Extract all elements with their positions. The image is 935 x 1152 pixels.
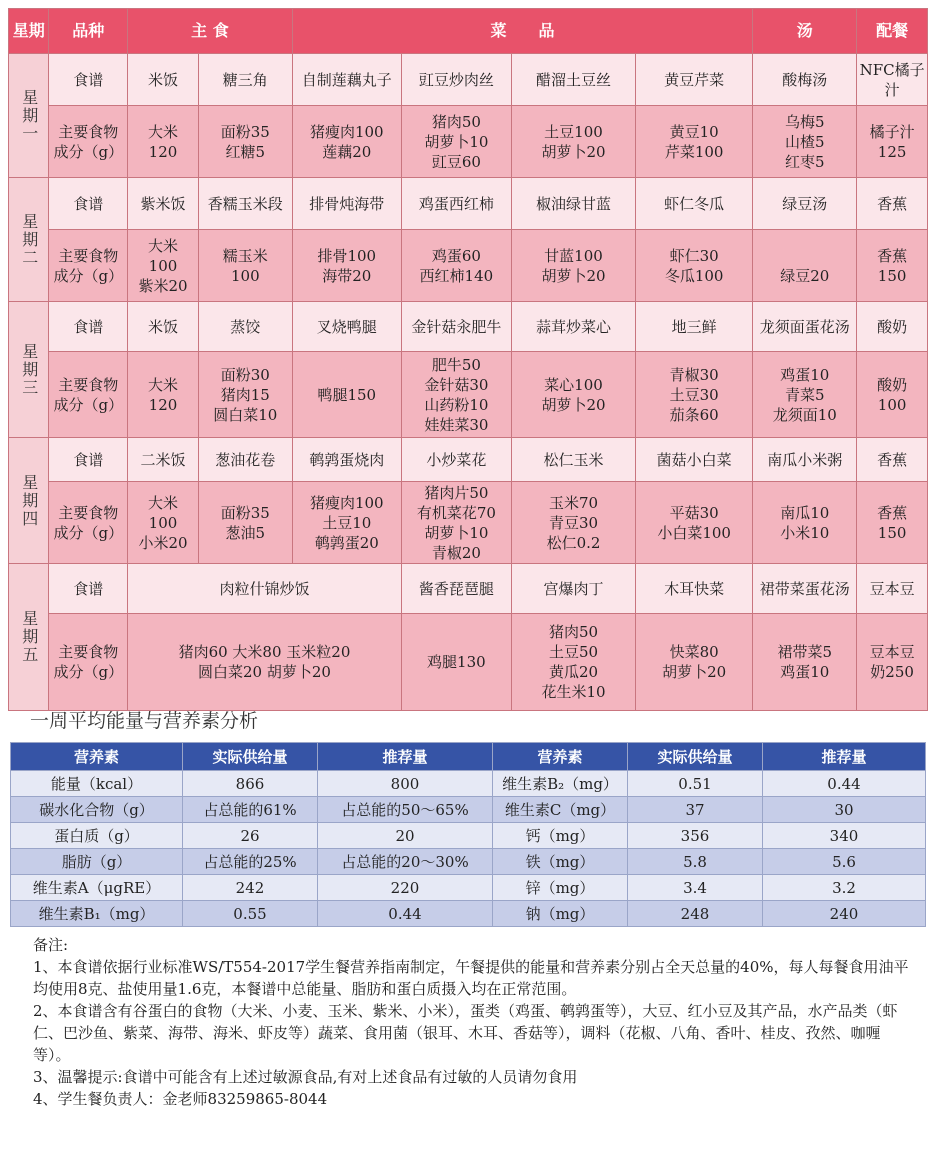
header-dishes: 菜 品 — [292, 9, 752, 54]
note-item: 1、本食谱依据行业标准WS/T554-2017学生餐营养指南制定，午餐提供的能量和营养素分别占全天总量的40%，每人每餐食用油平均使用8克、盐使用量1.6克，本餐谱中总能量、脂肪和蛋白质摄入均在正常范围。 — [33, 958, 909, 998]
ingredient-line: 猪肉60 大米80 玉米粒20 — [178, 643, 351, 661]
header-soup: 汤 — [753, 9, 857, 54]
ingredient-cell — [857, 614, 928, 711]
ingredient-line: 大米 — [147, 236, 178, 255]
ingredient-line: 胡萝卜10 — [424, 523, 489, 542]
ingredient-line: 面粉30 — [220, 365, 270, 384]
dish-name: 金针菇汆肥牛 — [401, 302, 511, 352]
notes-heading: 备注: — [33, 936, 69, 954]
day-name: 星期五 — [19, 610, 39, 664]
ingredient-line: 娃娃菜30 — [424, 415, 489, 434]
dish-name: 米饭 — [128, 302, 199, 352]
ingredient-cell — [198, 106, 292, 178]
ingredient-line: 肥牛50 — [431, 355, 481, 374]
nutrition-cell: 37 — [628, 797, 763, 823]
menu-label: 食谱 — [49, 438, 128, 482]
ingredient-line: 胡萝卜10 — [424, 132, 489, 151]
ingredient-line: 小白菜100 — [657, 523, 731, 542]
ingredient-line: 土豆10 — [322, 513, 372, 532]
nutrition-header-cell: 实际供给量 — [628, 743, 763, 771]
ingredient-line: 玉米70 — [548, 493, 599, 512]
ingredient-line: 小米20 — [138, 533, 188, 552]
notes-section — [33, 934, 913, 1110]
ingredient-line: 香蕉 — [877, 503, 908, 522]
nutrition-cell: 3.2 — [763, 875, 926, 901]
menu-header-row — [9, 9, 928, 54]
ingredient-line: 土豆100 — [544, 122, 603, 141]
ingredient-line: 奶250 — [870, 663, 914, 681]
ingredient-line: 面粉35 — [220, 122, 270, 141]
ingredient-line: 紫米20 — [138, 276, 188, 295]
ingredient-cell — [511, 106, 635, 178]
ingredient-line: 海带20 — [322, 266, 372, 285]
ingredient-cell — [753, 230, 857, 302]
dish-name: 椒油绿甘蓝 — [511, 178, 635, 230]
dish-name: 鹌鹑蛋烧肉 — [292, 438, 401, 482]
nutrition-row — [11, 771, 926, 797]
ingredient-line: 大米 — [147, 375, 178, 394]
ingredient-line: 糯玉米 — [222, 246, 268, 265]
ingredient-cell — [128, 230, 199, 302]
ingredient-line: 100 — [148, 256, 178, 275]
menu-table — [8, 8, 928, 711]
ingredient-line: 酸奶 — [877, 375, 908, 394]
dish-name: 紫米饭 — [128, 178, 199, 230]
ingredient-line: 猪肉15 — [220, 385, 270, 404]
dish-name: 菌菇小白菜 — [636, 438, 753, 482]
nutrition-cell: 碳水化合物（g） — [11, 797, 183, 823]
ingredient-cell — [401, 482, 511, 564]
ingredient-cell — [128, 352, 199, 438]
ingredient-line: 胡萝卜20 — [541, 142, 606, 161]
ingredient-cell — [198, 352, 292, 438]
nutrition-cell: 0.55 — [183, 901, 318, 927]
dish-name: 葱油花卷 — [198, 438, 292, 482]
nutrition-cell: 锌（mg） — [493, 875, 628, 901]
ingredient-cell — [198, 230, 292, 302]
ingredient-line: 平菇30 — [669, 503, 719, 522]
menu-label: 食谱 — [49, 302, 128, 352]
ingredient-cell — [401, 230, 511, 302]
ingredients-label: 主要食物成分（g） — [49, 482, 128, 564]
ingredient-line: 100 — [148, 513, 178, 532]
ingredient-line: 莲藕20 — [322, 142, 372, 161]
ingredient-line: 150 — [877, 266, 907, 285]
ingredient-line: 龙须面10 — [772, 405, 837, 424]
nutrition-cell: 0.51 — [628, 771, 763, 797]
ingredient-cell — [753, 106, 857, 178]
dish-name: 香蕉 — [857, 178, 928, 230]
dish-name: 酱香琵琶腿 — [401, 564, 511, 614]
dish-name: 绿豆汤 — [753, 178, 857, 230]
nutrition-cell: 钠（mg） — [493, 901, 628, 927]
nutrition-cell: 占总能的25% — [183, 849, 318, 875]
nutrition-cell: 能量（kcal） — [11, 771, 183, 797]
nutrition-cell: 3.4 — [628, 875, 763, 901]
ingredient-line: 125 — [877, 142, 907, 161]
ingredient-cell — [198, 482, 292, 564]
ingredient-line: 绿豆20 — [780, 266, 830, 285]
ingredient-cell — [857, 230, 928, 302]
ingredients-label: 主要食物成分（g） — [49, 352, 128, 438]
ingredient-line: 山药粉10 — [424, 395, 489, 414]
menu-row — [9, 178, 928, 230]
nutrition-cell: 248 — [628, 901, 763, 927]
ingredient-line: 香蕉 — [877, 246, 908, 265]
nutrition-cell: 占总能的50～65% — [318, 797, 493, 823]
ingredient-line: 鸡蛋60 — [431, 246, 481, 265]
ingredient-line: 青椒20 — [431, 543, 481, 562]
nutrition-cell: 钙（mg） — [493, 823, 628, 849]
ingredient-cell — [401, 614, 511, 711]
ingredient-line: 青菜5 — [784, 385, 825, 404]
menu-row — [9, 302, 928, 352]
ingredient-cell — [292, 352, 401, 438]
ingredients-label: 主要食物成分（g） — [49, 230, 128, 302]
ingredient-line — [755, 246, 854, 266]
header-staple: 主 食 — [128, 9, 293, 54]
ingredient-cell — [636, 106, 753, 178]
ingredient-line: 面粉35 — [220, 503, 270, 522]
ingredient-line: 茄条60 — [669, 405, 719, 424]
ingredient-line: 南瓜10 — [780, 503, 830, 522]
ingredient-cell — [511, 614, 635, 711]
ingredient-cell — [753, 352, 857, 438]
ingredient-line: 胡萝卜20 — [541, 395, 606, 414]
ingredient-line: 圆白菜20 胡萝卜20 — [198, 663, 331, 681]
ingredient-line: 鹌鹑蛋20 — [314, 533, 379, 552]
ingredients-row — [9, 352, 928, 438]
dish-name: 小炒菜花 — [401, 438, 511, 482]
day-name: 星期四 — [19, 473, 39, 528]
ingredients-row — [9, 106, 928, 178]
dish-name: 南瓜小米粥 — [753, 438, 857, 482]
ingredient-line: 黄瓜20 — [548, 663, 599, 681]
ingredient-cell — [128, 482, 199, 564]
nutrition-cell: 0.44 — [318, 901, 493, 927]
ingredients-label: 主要食物成分（g） — [49, 106, 128, 178]
note-item: 4、学生餐负责人：金老师83259865-8044 — [33, 1090, 328, 1108]
ingredient-cell — [401, 106, 511, 178]
nutrition-title: 一周平均能量与营养素分析 — [30, 710, 259, 732]
nutrition-cell: 5.6 — [763, 849, 926, 875]
ingredient-line: 鸡蛋10 — [780, 365, 830, 384]
dish-name: 酸奶 — [857, 302, 928, 352]
nutrition-cell: 铁（mg） — [493, 849, 628, 875]
menu-row — [9, 564, 928, 614]
nutrition-header-cell: 营养素 — [11, 743, 183, 771]
ingredient-cell — [857, 106, 928, 178]
dish-name: 木耳快菜 — [636, 564, 753, 614]
nutrition-cell: 5.8 — [628, 849, 763, 875]
menu-label: 食谱 — [49, 178, 128, 230]
dish-name: 二米饭 — [128, 438, 199, 482]
nutrition-header-row — [11, 743, 926, 771]
ingredient-line: 胡萝卜20 — [541, 266, 606, 285]
ingredient-line: 黄豆10 — [669, 122, 719, 141]
dish-name: 虾仁冬瓜 — [636, 178, 753, 230]
nutrition-cell: 356 — [628, 823, 763, 849]
nutrition-row — [11, 875, 926, 901]
day-label — [9, 438, 49, 564]
ingredient-line: 有机菜花70 — [416, 503, 496, 522]
ingredients-row — [9, 614, 928, 711]
nutrition-cell: 蛋白质（g） — [11, 823, 183, 849]
dish-name: 香糯玉米段 — [198, 178, 292, 230]
nutrition-header-cell: 实际供给量 — [183, 743, 318, 771]
dish-name: 豆本豆 — [857, 564, 928, 614]
ingredient-line: 红糖5 — [225, 142, 266, 161]
day-name: 星期一 — [19, 88, 39, 143]
ingredient-line: 青豆30 — [548, 513, 599, 532]
ingredient-line: 100 — [877, 395, 907, 414]
ingredients-row — [9, 482, 928, 564]
dish-name: 龙须面蛋花汤 — [753, 302, 857, 352]
ingredient-cell — [636, 482, 753, 564]
day-label — [9, 564, 49, 711]
ingredient-line: 猪瘦肉100 — [309, 122, 384, 141]
day-name: 星期二 — [19, 212, 39, 267]
nutrition-cell: 维生素B₁（mg） — [11, 901, 183, 927]
nutrition-row — [11, 901, 926, 927]
ingredient-line: 大米 — [147, 122, 178, 141]
ingredient-cell — [128, 106, 199, 178]
ingredient-line: 西红柿140 — [419, 266, 494, 285]
ingredient-line: 葱油5 — [225, 523, 266, 542]
nutrition-cell: 0.44 — [763, 771, 926, 797]
ingredient-line: 猪肉片50 — [424, 483, 489, 502]
dish-name: 松仁玉米 — [511, 438, 635, 482]
ingredient-cell — [292, 482, 401, 564]
dish-name: 排骨炖海带 — [292, 178, 401, 230]
dish-name: 裙带菜蛋花汤 — [753, 564, 857, 614]
ingredient-cell — [857, 352, 928, 438]
dish-name: 叉烧鸭腿 — [292, 302, 401, 352]
dish-name: 肉粒什锦炒饭 — [128, 564, 402, 614]
nutrition-cell: 20 — [318, 823, 493, 849]
ingredient-line: 芹菜100 — [664, 142, 724, 161]
ingredient-line: 松仁0.2 — [546, 533, 601, 552]
day-label — [9, 54, 49, 178]
nutrition-cell: 240 — [763, 901, 926, 927]
ingredient-line: 菜心100 — [544, 375, 603, 394]
ingredient-line: 裙带菜5 — [777, 643, 833, 661]
note-item: 3、温馨提示:食谱中可能含有上述过敏源食品,有对上述食品有过敏的人员请勿食用 — [33, 1068, 578, 1086]
dish-name: 自制莲藕丸子 — [292, 54, 401, 106]
note-item: 2、本食谱含有谷蛋白的食物（大米、小麦、玉米、紫米、小米），蛋类（鸡蛋、鹌鹑蛋等），大豆、红小豆及其产品，水产品类（虾仁、巴沙鱼、紫菜、海带、海米、虾皮等）蔬菜、食用菌（银耳、木耳、香菇等），调料（花椒、八角、香叶、桂皮、孜然、咖喱等）。 — [33, 1002, 898, 1064]
nutrition-cell: 脂肪（g） — [11, 849, 183, 875]
dish-name: 地三鲜 — [636, 302, 753, 352]
nutrition-cell: 30 — [763, 797, 926, 823]
nutrition-cell: 866 — [183, 771, 318, 797]
header-side: 配餐 — [857, 9, 928, 54]
ingredient-line: 土豆30 — [669, 385, 719, 404]
ingredients-row — [9, 230, 928, 302]
nutrition-row — [11, 797, 926, 823]
day-name: 星期三 — [19, 342, 39, 397]
ingredient-line: 150 — [877, 523, 907, 542]
ingredient-cell — [401, 352, 511, 438]
ingredient-cell — [292, 106, 401, 178]
ingredient-line: 大米 — [147, 493, 178, 512]
ingredient-line: 冬瓜100 — [664, 266, 724, 285]
dish-name: 豇豆炒肉丝 — [401, 54, 511, 106]
ingredient-cell — [128, 614, 402, 711]
nutrition-header-cell: 营养素 — [493, 743, 628, 771]
nutrition-table — [10, 742, 926, 927]
nutrition-row — [11, 823, 926, 849]
ingredient-cell — [636, 614, 753, 711]
ingredient-cell — [636, 352, 753, 438]
menu-row — [9, 54, 928, 106]
nutrition-cell: 242 — [183, 875, 318, 901]
nutrition-cell: 占总能的61% — [183, 797, 318, 823]
menu-label: 食谱 — [49, 54, 128, 106]
nutrition-cell: 维生素C（mg） — [493, 797, 628, 823]
ingredient-line: 快菜80 — [669, 643, 719, 661]
ingredient-line: 120 — [148, 395, 178, 414]
nutrition-cell: 800 — [318, 771, 493, 797]
ingredient-line: 鸡腿130 — [427, 653, 486, 671]
ingredient-line: 120 — [148, 142, 178, 161]
ingredient-line: 甘蓝100 — [544, 246, 603, 265]
ingredient-line: 胡萝卜20 — [662, 663, 727, 681]
ingredient-line: 猪肉50 — [548, 623, 599, 641]
dish-name: 鸡蛋西红柿 — [401, 178, 511, 230]
menu-row — [9, 438, 928, 482]
nutrition-cell: 维生素A（μgRE） — [11, 875, 183, 901]
ingredient-line: 土豆50 — [548, 643, 599, 661]
nutrition-header-cell: 推荐量 — [318, 743, 493, 771]
dish-name: 米饭 — [128, 54, 199, 106]
header-category: 品种 — [49, 9, 128, 54]
ingredient-cell — [292, 230, 401, 302]
ingredient-line: 圆白菜10 — [213, 405, 278, 424]
ingredient-line: 豆本豆 — [869, 643, 915, 661]
ingredient-line: 猪瘦肉100 — [309, 493, 384, 512]
ingredient-cell — [753, 614, 857, 711]
nutrition-cell: 220 — [318, 875, 493, 901]
nutrition-cell: 340 — [763, 823, 926, 849]
ingredients-label: 主要食物成分（g） — [49, 614, 128, 711]
ingredient-line: 猪肉50 — [431, 112, 481, 131]
dish-name: 酸梅汤 — [753, 54, 857, 106]
ingredient-line: 乌梅5 — [784, 112, 825, 131]
nutrition-cell: 维生素B₂（mg） — [493, 771, 628, 797]
dish-name: NFC橘子汁 — [857, 54, 928, 106]
ingredient-cell — [753, 482, 857, 564]
ingredient-line: 豇豆60 — [431, 152, 481, 171]
menu-label: 食谱 — [49, 564, 128, 614]
dish-name: 宫爆肉丁 — [511, 564, 635, 614]
nutrition-cell: 26 — [183, 823, 318, 849]
day-label — [9, 302, 49, 438]
ingredient-line: 山楂5 — [784, 132, 825, 151]
ingredient-line: 小米10 — [780, 523, 830, 542]
dish-name: 香蕉 — [857, 438, 928, 482]
ingredient-line: 金针菇30 — [424, 375, 489, 394]
dish-name: 醋溜土豆丝 — [511, 54, 635, 106]
ingredient-line: 红枣5 — [784, 152, 825, 171]
ingredient-line: 虾仁30 — [669, 246, 719, 265]
ingredient-line: 青椒30 — [669, 365, 719, 384]
nutrition-header-cell: 推荐量 — [763, 743, 926, 771]
nutrition-cell: 占总能的20～30% — [318, 849, 493, 875]
ingredient-cell — [857, 482, 928, 564]
header-day: 星期 — [9, 9, 49, 54]
ingredient-line: 鸭腿150 — [317, 385, 377, 404]
ingredient-line: 100 — [230, 266, 260, 285]
dish-name: 糖三角 — [198, 54, 292, 106]
nutrition-row — [11, 849, 926, 875]
ingredient-line: 花生米10 — [541, 683, 606, 701]
dish-name: 蒜茸炒菜心 — [511, 302, 635, 352]
ingredient-line: 排骨100 — [317, 246, 377, 265]
ingredient-line: 鸡蛋10 — [780, 663, 830, 681]
day-label — [9, 178, 49, 302]
ingredient-line: 橘子汁 — [869, 122, 915, 141]
dish-name: 蒸饺 — [198, 302, 292, 352]
ingredient-cell — [511, 230, 635, 302]
dish-name: 黄豆芹菜 — [636, 54, 753, 106]
ingredient-cell — [511, 482, 635, 564]
ingredient-cell — [636, 230, 753, 302]
ingredient-cell — [511, 352, 635, 438]
